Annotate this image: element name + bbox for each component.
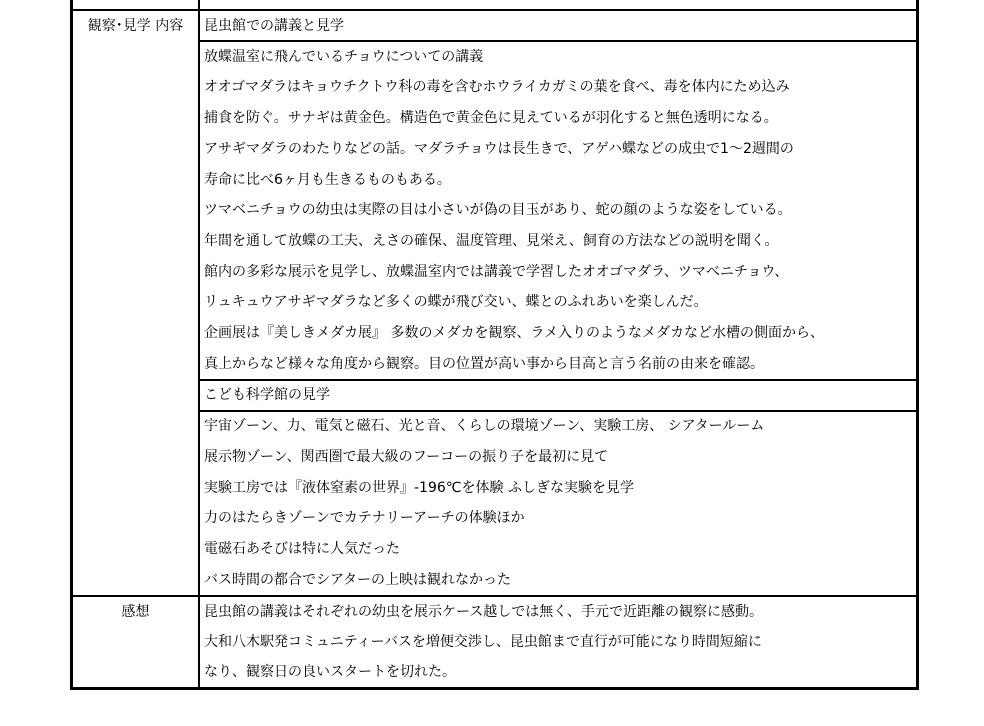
text-line: 真上からなど様々な角度から観察。目の位置が高い事から目高と言う名前の由来を確認。 [204, 356, 764, 372]
text-line: 大和八木駅発コミュニティーバスを増便交渉し、昆虫館まで直行が可能になり時間短縮に [204, 634, 762, 650]
text-line: 昆虫館の講義はそれぞれの幼虫を展示ケース越しでは無く、手元で近距離の観察に感動。 [204, 604, 764, 620]
text-line: 宇宙ゾーン、力、電気と磁石、光と音、くらしの環境ゾーン、実験工房、 シアタールーム [204, 418, 765, 434]
column-divider [198, 9, 200, 687]
report-table [70, 0, 919, 690]
section-border-2 [200, 379, 916, 381]
text-line: 寿命に比べ6ヶ月も生きるものもある。 [204, 172, 451, 188]
text-line: リュキュウアサギマダラなど多くの蝶が飛び交い、蝶とのふれあいを楽しんだ。 [204, 294, 708, 310]
previous-row-strip [73, 0, 916, 9]
text-line: 力のはたらきゾーンでカテナリーアーチの体験ほか [204, 510, 525, 526]
text-line: 館内の多彩な展示を見学し、放蝶温室内では講義で学習したオオゴマダラ、ツマベニチョウ、 [204, 264, 789, 280]
text-line: 企画展は『美しきメダカ展』 多数のメダカを観察、ラメ入りのようなメダカなど水槽の側面から、 [204, 325, 825, 341]
text-line: 捕食を防ぐ。サナギは黄金色。構造色で黄金色に見えているが羽化すると無色透明になる。 [204, 110, 778, 126]
column-divider-top [198, 0, 200, 9]
text-line: 実験工房では『液体窒素の世界』-196℃を体験 ふしぎな実験を見学 [204, 480, 634, 496]
section-heading-border-2 [200, 410, 916, 412]
text-line: 年間を通して放蝶の工夫、えさの確保、温度管理、見栄え、飼育の方法などの説明を聞く。 [204, 233, 779, 249]
text-line: なり、観察日の良いスタートを切れた。 [204, 664, 456, 680]
text-line: 放蝶温室に飛んでいるチョウについての講義 [204, 49, 484, 65]
text-line: オオゴマダラはキョウチクトウ科の毒を含むホウライカガミの葉を食べ、毒を体内にため込み [204, 79, 790, 95]
text-line: 展示物ゾーン、関西圏で最大級のフーコーの振り子を最初に見て [204, 449, 609, 465]
section-heading-insect-museum: 昆虫館での講義と見学 [204, 18, 344, 34]
section-heading-border-1 [200, 40, 916, 42]
text-line: ツマベニチョウの幼虫は実際の目は小さいが偽の目玉があり、蛇の顔のような姿をしている。 [204, 202, 792, 218]
observation-label: 観察･見学 内容 [87, 18, 184, 34]
text-line: バス時間の都合でシアターの上映は観れなかった [204, 572, 512, 588]
text-line: アサギマダラのわたりなどの話。マダラチョウは長生きで、アゲハ蝶などの成虫で1～2週間の [204, 141, 794, 157]
text-line: 電磁石あそびは特に人気だった [204, 541, 400, 557]
impressions-label: 感想 [121, 604, 150, 620]
section-heading-science-museum: こども科学館の見学 [204, 387, 330, 403]
